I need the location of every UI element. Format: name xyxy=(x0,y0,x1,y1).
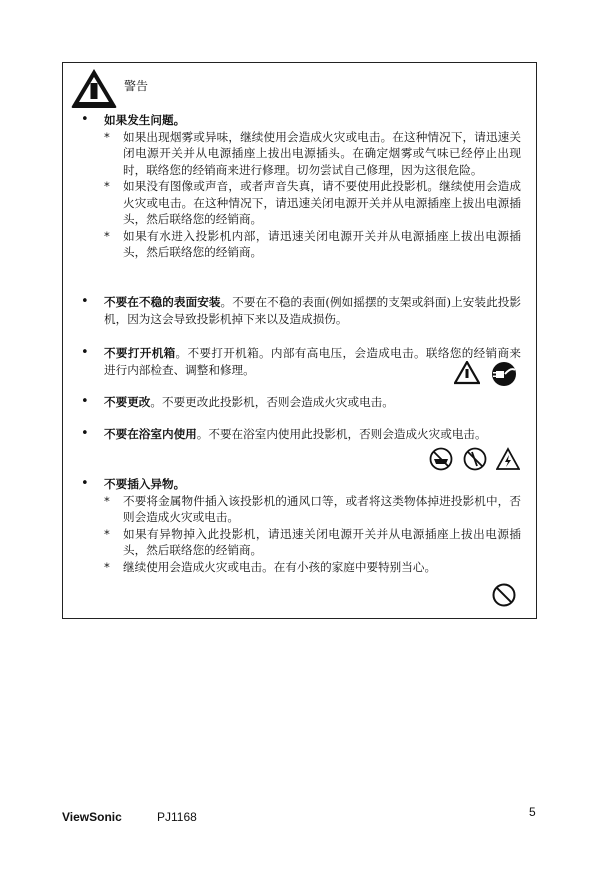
section-unstable-surface: • 不要在不稳的表面安装。不要在不稳的表面(例如摇摆的支架或斜面)上安装此投影机，因为这会导致投影机掉下来以及造成损伤。 xyxy=(81,294,521,326)
section-heading: 如果发生问题。 xyxy=(104,113,186,127)
section-no-bathroom: • 不要在浴室内使用。不要在浴室内使用此投影机，否则会造成火灾或电击。 xyxy=(81,426,487,441)
sub-item: * 如果没有图像或声音，或者声音失真，请不要使用此投影机。继续使用会造成火灾或电击。在这种情况下，请迅速关闭电源开关并从电源插座上拔出电源插头，然后联络您的经销商。 xyxy=(104,179,521,226)
section-heading: 不要打开机箱 xyxy=(104,346,176,360)
sub-item: * 如果有异物掉入此投影机，请迅速关闭电源开关并从电源插座上拔出电源插头，然后联络您的经销商。 xyxy=(104,526,521,557)
footer-model: PJ1168 xyxy=(157,810,197,824)
no-disassembly-icon xyxy=(463,447,487,471)
section-heading: 不要更改 xyxy=(104,395,151,409)
section-foreign-objects xyxy=(81,476,521,575)
page-number: 5 xyxy=(529,805,536,819)
bullet: • xyxy=(81,112,89,127)
unplug-icon xyxy=(491,361,517,387)
bullet: • xyxy=(81,345,89,360)
electric-shock-warning-icon xyxy=(454,361,480,385)
bullet: • xyxy=(81,476,89,491)
section-no-modify: • 不要更改。不要更改此投影机，否则会造成火灾或电击。 xyxy=(81,394,394,409)
no-bathroom-icon xyxy=(429,447,453,471)
bullet: • xyxy=(81,394,89,409)
sub-item: * 如果出现烟雾或异味，继续使用会造成火灾或电击。在这种情况下，请迅速关闭电源开关并从电源插座上拔出电源插头。在确定烟雾或气味已经停止出现时，联络您的经销商来进行修理。切勿尝试自己修理，因为这很危险。 xyxy=(104,129,521,177)
section-problem xyxy=(81,112,521,261)
section-heading: 不要插入异物。 xyxy=(104,477,186,491)
bullet: • xyxy=(81,294,89,309)
bullet: • xyxy=(81,426,89,441)
section-heading: 不要在不稳的表面安装 xyxy=(104,295,221,309)
warning-triangle-icon xyxy=(69,66,119,110)
warning-title: 警告 xyxy=(124,79,149,93)
sub-item: * 如果有水进入投影机内部，请迅速关闭电源开关并从电源插座上拔出电源插头，然后联络您的经销商。 xyxy=(104,228,521,259)
section-open-case: • 不要打开机箱。不要打开机箱。内部有高电压，会造成电击。联络您的经销商来进行内部检查、调整和修理。 xyxy=(81,345,521,377)
footer-brand: ViewSonic xyxy=(62,810,122,824)
high-voltage-warning-icon xyxy=(496,447,520,471)
prohibited-icon xyxy=(492,583,516,607)
sub-item: * 继续使用会造成火灾或电击。在有小孩的家庭中要特别当心。 xyxy=(104,559,437,574)
sub-item: * 不要将金属物件插入该投影机的通风口等，或者将这类物体掉进投影机中，否则会造成火灾或电击。 xyxy=(104,493,521,524)
section-heading: 不要在浴室内使用 xyxy=(104,427,197,441)
